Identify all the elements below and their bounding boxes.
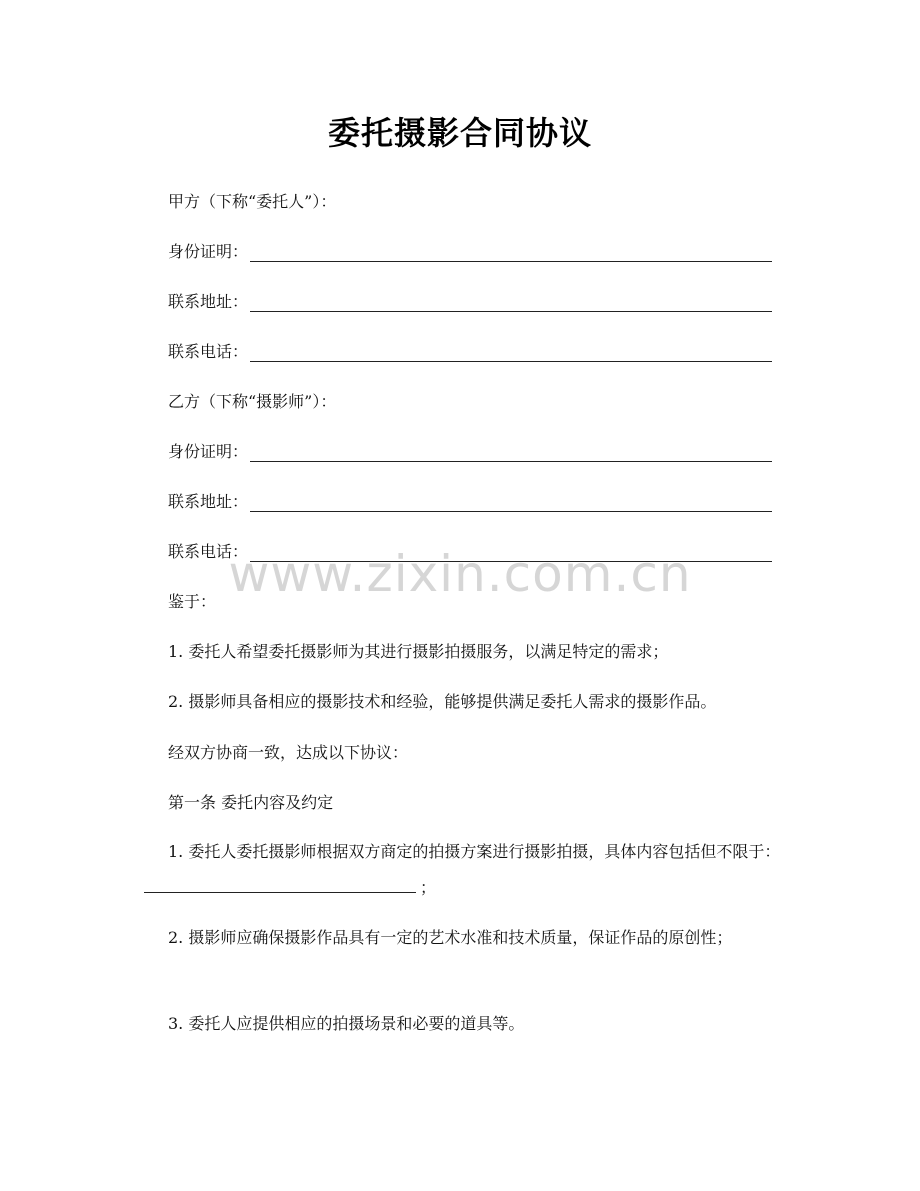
article-1-item-1-end: ； <box>420 878 437 897</box>
party-b-id-row <box>168 442 772 462</box>
party-b-id-blank <box>250 445 772 462</box>
party-a-phone-label: 联系电话： <box>168 342 249 361</box>
party-b-phone-label: 联系电话： <box>168 542 249 561</box>
party-a-address-label: 联系地址： <box>168 292 249 311</box>
party-b-id-label: 身份证明： <box>168 442 249 461</box>
party-b-address-blank <box>250 495 772 512</box>
whereas-item-1: 1. 委托人希望委托摄影师为其进行摄影拍摄服务，以满足特定的需求； <box>168 642 669 661</box>
article-1-item-2: 2. 摄影师应确保摄影作品具有一定的艺术水准和技术质量，保证作品的原创性； <box>168 928 733 947</box>
article-1-item-1 <box>140 834 782 906</box>
article-1-item-3: 3. 委托人应提供相应的拍摄场景和必要的道具等。 <box>168 1014 525 1033</box>
party-a-address-row <box>168 292 772 312</box>
party-b-address-label: 联系地址： <box>168 492 249 511</box>
watermark-text: www.zixin.com.cn <box>228 545 692 603</box>
agreement-intro: 经双方协商一致，达成以下协议： <box>168 743 409 762</box>
party-a-id-blank <box>250 245 772 262</box>
whereas-item-2: 2. 摄影师具备相应的摄影技术和经验，能够提供满足委托人需求的摄影作品。 <box>168 692 717 711</box>
party-a-phone-row <box>168 342 772 362</box>
party-b-address-row <box>168 492 772 512</box>
article-1-heading: 第一条 委托内容及约定 <box>168 793 334 812</box>
article-1-item-1-text: 1. 委托人委托摄影师根据双方商定的拍摄方案进行摄影拍摄，具体内容包括但不限于： <box>168 842 781 861</box>
party-a-address-blank <box>250 295 772 312</box>
party-a-phone-blank <box>250 345 772 362</box>
article-1-item-1-blank <box>144 876 416 893</box>
party-b-heading: 乙方（下称“摄影师”）： <box>168 392 337 411</box>
document-title: 委托摄影合同协议 <box>327 114 592 152</box>
whereas-heading: 鉴于： <box>168 592 217 611</box>
party-a-heading: 甲方（下称“委托人”）： <box>168 192 337 211</box>
party-a-id-label: 身份证明： <box>168 242 249 261</box>
party-a-id-row <box>168 242 772 262</box>
